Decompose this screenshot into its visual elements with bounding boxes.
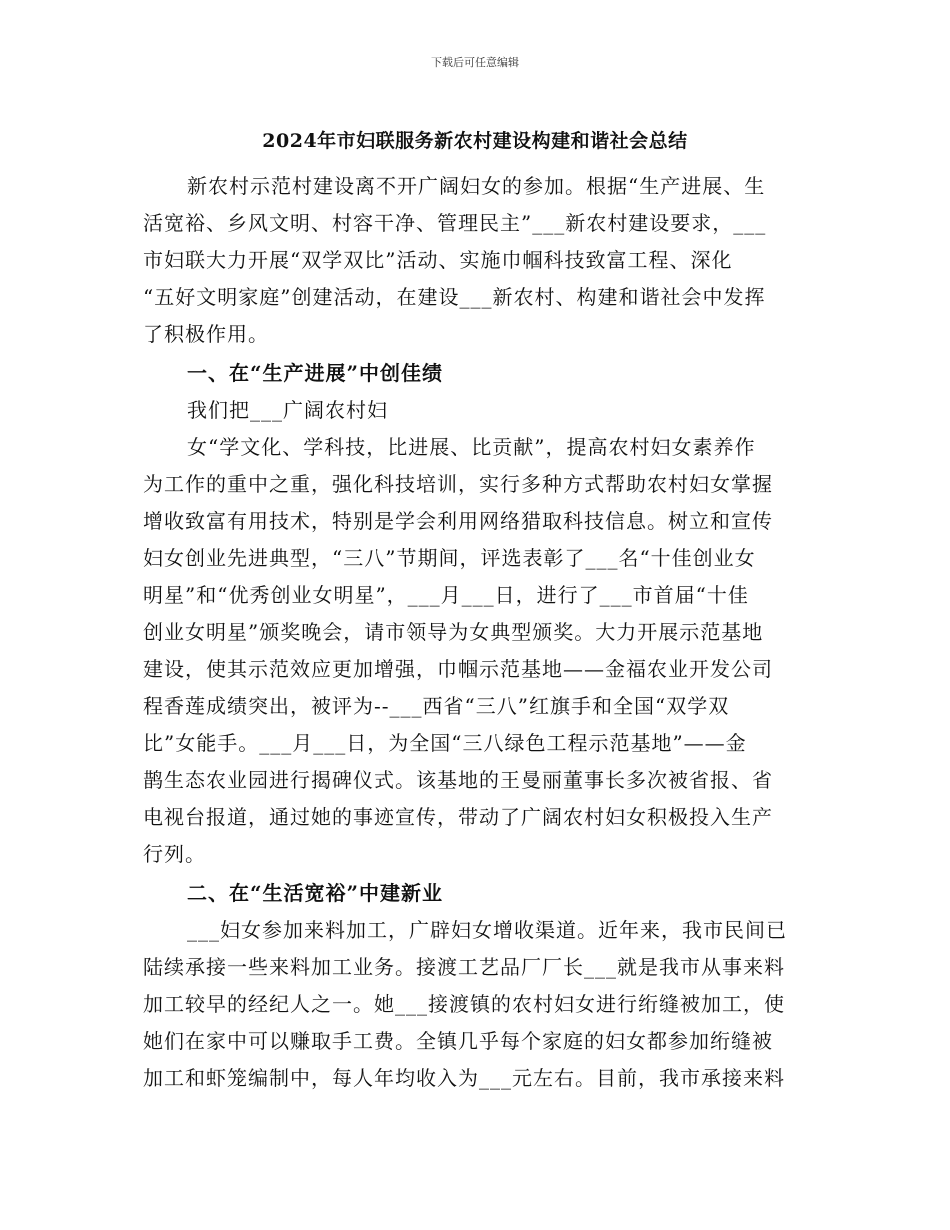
paragraph-line: 明星”和“优秀创业女明星”，___月___日，进行了___市首届“十佳: [143, 583, 749, 607]
paragraph-line: 她们在家中可以赚取手工费。全镇几乎每个家庭的妇女都参加绗缝被: [143, 1029, 773, 1053]
paragraph-line: 活宽裕、乡风文明、村容干净、管理民主”___新农村建设要求，___: [143, 211, 767, 235]
paragraph-line: 了积极作用。: [143, 322, 269, 346]
section-heading-1: 一、在“生产进展”中创佳绩: [187, 361, 444, 385]
paragraph-line: 我们把___广阔农村妇: [187, 398, 388, 422]
paragraph-line: 程香莲成绩突出，被评为--___西省“三八”红旗手和全国“双学双: [143, 694, 730, 718]
paragraph-line: 行列。: [143, 842, 206, 866]
document-title: 2024年市妇联服务新农村建设构建和谐社会总结: [262, 130, 688, 152]
paragraph-line: “五好文明家庭”创建活动，在建设___新农村、构建和谐社会中发挥: [143, 285, 766, 309]
document-body: [143, 168, 815, 1097]
paragraph-line: 加工和虾笼编制中，每人年均收入为___元左右。目前，我市承接来料: [143, 1066, 785, 1090]
paragraph-line: 加工较早的经纪人之一。她___接渡镇的农村妇女进行绗缝被加工，使: [143, 992, 785, 1016]
paragraph-line: 比”女能手。___月___日，为全国“三八绿色工程示范基地”——金: [143, 731, 747, 755]
paragraph-line: 鹊生态农业园进行揭碑仪式。该基地的王曼丽董事长多次被省报、省: [143, 768, 773, 792]
paragraph-line: 增收致富有用技术，特别是学会利用网络猎取科技信息。树立和宣传: [143, 509, 773, 533]
paragraph-line: 创业女明星”颁奖晚会，请市领导为女典型颁奖。大力开展示范基地: [143, 620, 764, 644]
paragraph-line: 陆续承接一些来料加工业务。接渡工艺品厂厂长___就是我市从事来料: [143, 955, 785, 979]
paragraph-line: 建设，使其示范效应更加增强，巾帼示范基地——金福农业开发公司: [143, 657, 773, 681]
paragraph-line: 妇女创业先进典型，“三八”节期间，评选表彰了___名“十佳创业女: [143, 546, 756, 570]
section-heading-2: 二、在“生活宽裕”中建新业: [187, 881, 444, 905]
paragraph-line: 为工作的重中之重，强化科技培训，实行多种方式帮助农村妇女掌握: [143, 472, 773, 496]
paragraph-line: 电视台报道，通过她的事迹宣传，带动了广阔农村妇女积极投入生产: [143, 805, 773, 829]
paragraph-line: 女“学文化、学科技，比进展、比贡献”，提高农村妇女素养作: [187, 435, 756, 459]
paragraph-line: 市妇联大力开展“双学双比”活动、实施巾帼科技致富工程、深化: [143, 248, 733, 272]
page-header-note: 下载后可任意编辑: [431, 56, 519, 69]
paragraph-line: ___妇女参加来料加工，广辟妇女增收渠道。近年来，我市民间已: [187, 918, 787, 942]
paragraph-line: 新农村示范村建设离不开广阔妇女的参加。根据“生产进展、生: [187, 174, 766, 198]
